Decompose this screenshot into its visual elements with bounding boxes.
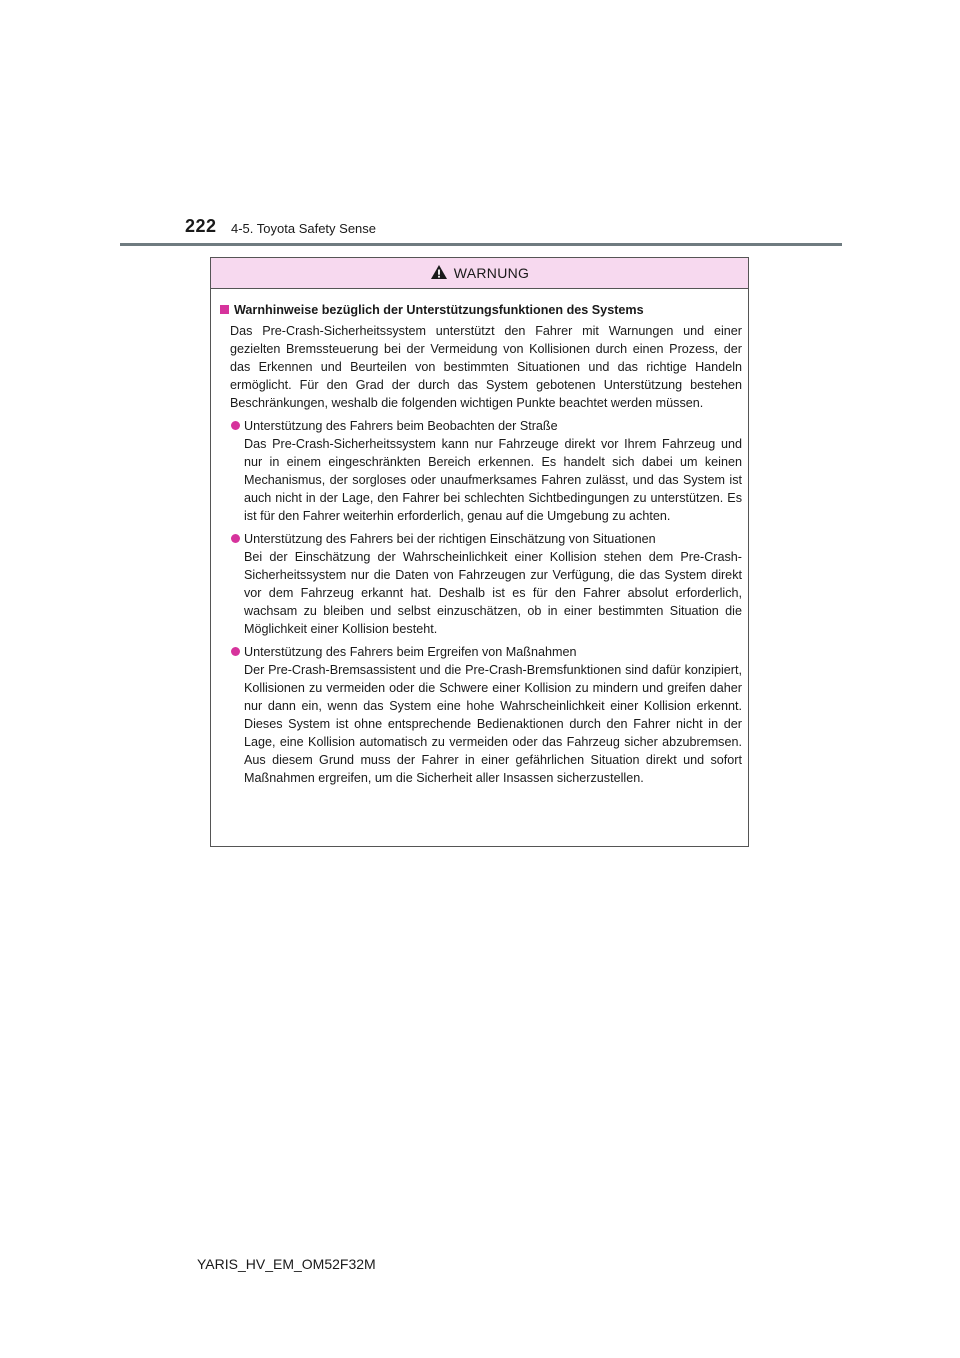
warning-box <box>210 257 749 847</box>
section-title: 4-5. Toyota Safety Sense <box>231 221 377 236</box>
circle-bullet-icon <box>231 534 240 543</box>
list-item-title: Unterstützung des Fahrers beim Ergreifen von Maßnahmen <box>244 645 577 659</box>
warning-intro: Das Pre-Crash-Sicherheitssystem unterstützt den Fahrer mit Warnungen und einer gezielten Bremssteuerung bei der Vermeidung von Kollisionen durch einen Prozess, der das Erkennen und Beurteilen von bestimmten Situationen und das richtige Handeln ermöglicht. Für den Grad der durch das System gebotenen Unterstützung bestehen Beschränkungen, weshalb die folgenden wichtigen Punkte beachtet werden müssen. <box>230 324 742 410</box>
document-code: YARIS_HV_EM_OM52F32M <box>197 1256 376 1272</box>
list-item <box>220 643 742 787</box>
warning-label: WARNUNG <box>453 265 530 281</box>
list-item <box>220 530 742 638</box>
circle-bullet-icon <box>231 647 240 656</box>
list-item <box>220 417 742 525</box>
header-divider <box>120 243 842 246</box>
list-item-text: Der Pre-Crash-Bremsassistent und die Pre-Crash-Bremsfunktionen sind dafür konzipiert, Kollisionen zu vermeiden oder die Schwere einer Kollision zu mindern und greifen daher nur dann ein, wenn das System eine hohe Wahrscheinlichkeit einer Kollision erkennt. Dieses System ist ohne entsprechende Bedienaktionen durch den Fahrer nicht in der Lage, eine Kollision automatisch zu vermeiden oder das Fahrzeug sicher abzubremsen. Aus diesem Grund muss der Fahrer in einer gefährlichen Situation direkt und sofort Maßnahmen ergreifen, um die Sicherheit aller Insassen sicherzustellen. <box>244 663 742 785</box>
page-number: 222 <box>185 216 217 236</box>
warning-triangle-icon <box>430 264 448 280</box>
square-bullet-icon <box>220 305 229 314</box>
circle-bullet-icon <box>231 421 240 430</box>
list-item-text: Das Pre-Crash-Sicherheitssystem kann nur Fahrzeuge direkt vor Ihrem Fahrzeug und nur in einem eingeschränkten Bereich erkennen. Es handelt sich dabei um keinen Mechanismus, der sorgloses oder unaufmerksames Fahren zulässt, und das System ist auch nicht in der Lage, den Fahrer bei schlechten Sichtbedingungen zu unterstützen. Es ist für den Fahrer weiterhin erforderlich, genau auf die Umgebung zu achten. <box>244 437 742 523</box>
list-item-title: Unterstützung des Fahrers bei der richtigen Einschätzung von Situationen <box>244 532 656 546</box>
list-item-text: Bei der Einschätzung der Wahrscheinlichkeit einer Kollision stehen dem Pre-Crash-Sicherheitssystem nur die Daten von Fahrzeugen zur Verfügung, die das System direkt vor dem Fahrzeug erkannt hat. Deshalb ist es für den Fahrer absolut erforderlich, wachsam zu bleiben und selbst einzuschätzen, ob in einer bestimmten Situation die Möglichkeit einer Kollision besteht. <box>244 550 742 636</box>
warning-body <box>211 289 748 787</box>
list-item-title: Unterstützung des Fahrers beim Beobachten der Straße <box>244 419 558 433</box>
warning-header <box>211 258 748 289</box>
warning-topic <box>220 301 742 319</box>
warning-topic-text: Warnhinweise bezüglich der Unterstützungsfunktionen des Systems <box>234 303 644 317</box>
